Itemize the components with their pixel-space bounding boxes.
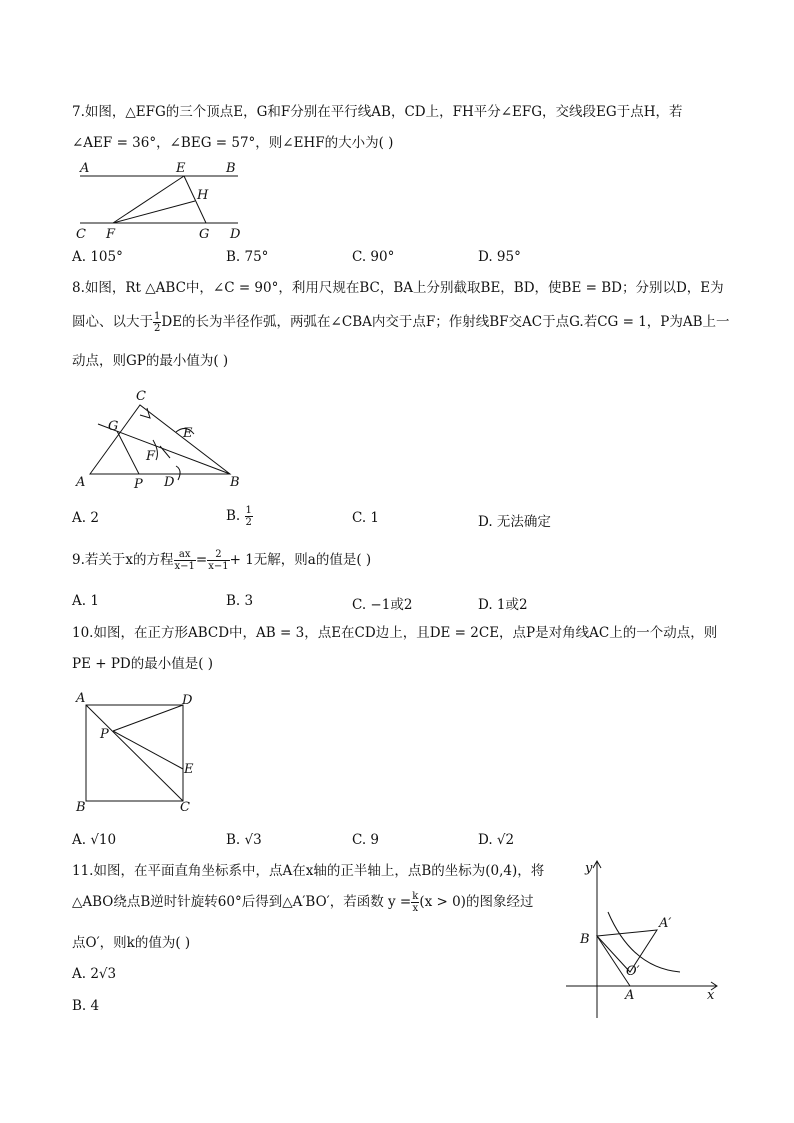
q10-label-E: E	[184, 762, 194, 777]
q11-label-B: B	[580, 932, 590, 947]
q11-label-O-prime: O′	[626, 964, 640, 979]
q9-option-b: B. 3	[226, 593, 254, 609]
q9-stem-start: 9.若关于x的方程	[72, 552, 174, 568]
q7-label-G: G	[199, 227, 210, 242]
q8-label-G: G	[108, 419, 119, 434]
q10-label-B: B	[76, 800, 86, 815]
q8-label-B: B	[230, 475, 240, 490]
q9-f1-num: ax	[174, 549, 196, 561]
q9-option-c: C. −1或2	[352, 597, 413, 613]
q7-option-d: D. 95°	[478, 249, 521, 265]
q8-option-b-label: B.	[226, 508, 245, 524]
q7-option-a: A. 105°	[72, 249, 123, 265]
q7-label-D: D	[230, 227, 241, 242]
q11-option-a: A. 2√3	[72, 966, 117, 982]
q11-line3: 点O′，则k的值为( )	[72, 935, 191, 951]
q8-line1: 8.如图，Rt △ABC中，∠C = 90°，利用尺规在BC，BA上分别截取BE，BD，使BE = BD；分别以D，E为	[72, 280, 724, 296]
q10-option-a: A. √10	[72, 832, 117, 848]
q11-line2-start: △ABO绕点B逆时针旋转60°后得到△A′BO′，若函数 y =	[72, 894, 412, 910]
q10-line2: PE + PD的最小值是( )	[72, 656, 214, 672]
q11-k-den: x	[412, 903, 419, 914]
q9-equals: =	[195, 552, 208, 568]
q9-stem-end: + 1无解，则a的值是( )	[229, 552, 372, 568]
q11-label-A-prime: A′	[659, 916, 672, 931]
q10-option-c: C. 9	[352, 832, 380, 848]
q9-option-d: D. 1或2	[478, 597, 528, 613]
q7-label-C: C	[76, 227, 86, 242]
q8-option-a: A. 2	[72, 510, 99, 526]
q11-label-y: y	[585, 861, 593, 876]
q10-line1: 10.如图，在正方形ABCD中，AB = 3，点E在CD边上，且DE = 2CE，点P是对角线AC上的一个动点，则	[72, 625, 718, 641]
q8-option-d: D. 无法确定	[478, 514, 551, 530]
q8-line2-start: 圆心、以大于	[72, 314, 153, 330]
q7-label-A: A	[80, 161, 90, 176]
q8-optb-num: 1	[245, 505, 252, 516]
q8-option-c: C. 1	[352, 510, 380, 526]
q11-line2-end: (x > 0)的图象经过	[419, 894, 534, 910]
q8-line3: 动点，则GP的最小值为( )	[72, 353, 229, 369]
q8-label-A: A	[76, 475, 86, 490]
q7-line2: ∠AEF = 36°，∠BEG = 57°，则∠EHF的大小为( )	[72, 135, 394, 151]
q10-option-b: B. √3	[226, 832, 262, 848]
q8-frac-num: 1	[154, 311, 161, 322]
q7-label-F: F	[106, 227, 116, 242]
q8-label-E: E	[183, 426, 193, 441]
q10-label-A: A	[76, 691, 86, 706]
q11-k-num: k	[412, 891, 419, 902]
q9-option-a: A. 1	[72, 593, 99, 609]
q7-option-b: B. 75°	[226, 249, 269, 265]
q7-label-H: H	[197, 188, 209, 203]
q7-label-B: B	[226, 161, 236, 176]
q10-option-d: D. √2	[478, 832, 515, 848]
q8-label-F: F	[146, 449, 156, 464]
q8-label-P: P	[134, 477, 143, 492]
q9-f1-den: x−1	[174, 561, 195, 572]
q8-optb-den: 2	[245, 517, 252, 528]
q7-line1: 7.如图，△EFG的三个顶点E，G和F分别在平行线AB，CD上，FH平分∠EFG，交线段EG于点H，若	[72, 104, 683, 120]
q11-label-x: x	[707, 988, 715, 1003]
q8-label-C: C	[136, 389, 146, 404]
q8-frac-den: 2	[154, 323, 161, 334]
q11-option-b: B. 4	[72, 998, 100, 1014]
q11-label-A: A	[625, 988, 635, 1003]
q10-label-C: C	[180, 800, 190, 815]
q7-label-E: E	[176, 161, 186, 176]
q10-label-P: P	[100, 727, 109, 742]
q9-f2-den: x−1	[208, 561, 229, 572]
q11-line1: 11.如图，在平面直角坐标系中，点A在x轴的正半轴上，点B的坐标为(0,4)，将	[72, 863, 545, 879]
q9-f2-num: 2	[207, 549, 229, 561]
q7-option-c: C. 90°	[352, 249, 395, 265]
q8-label-D: D	[164, 475, 175, 490]
q8-line2-end: DE的长为半径作弧，两弧在∠CBA内交于点F；作射线BF交AC于点G.若CG = 1，P为AB上一	[161, 314, 730, 330]
q10-label-D: D	[182, 693, 193, 708]
